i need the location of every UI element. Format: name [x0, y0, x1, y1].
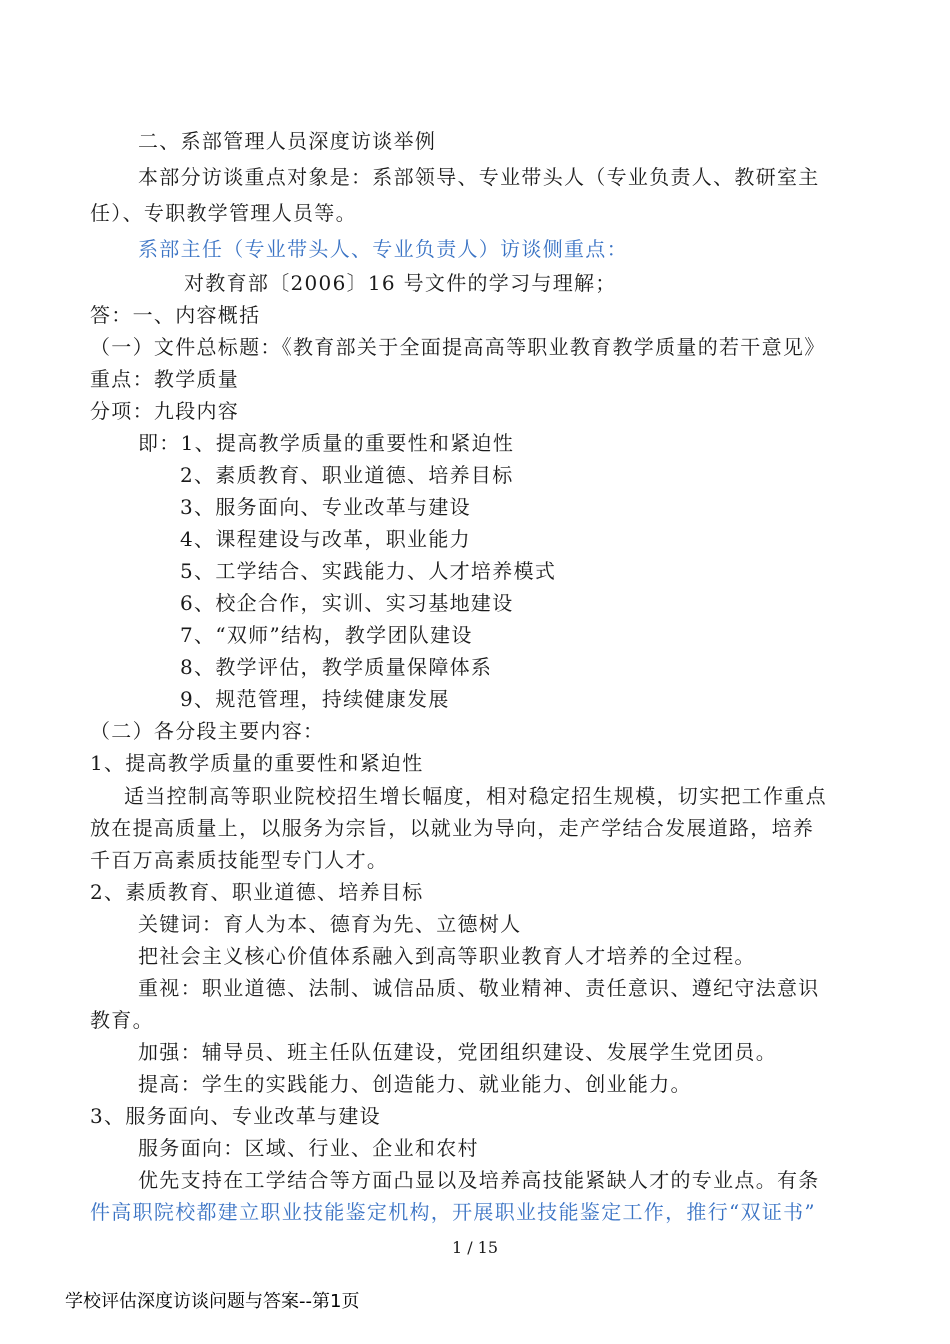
document-footer-title: 学校评估深度访谈问题与答案--第1页	[65, 1291, 360, 1312]
paragraph-line: 对教育部〔2006〕16 号文件的学习与理解；	[184, 271, 617, 295]
subsection-heading: 1、提高教学质量的重要性和紧迫性	[90, 751, 424, 775]
answer-heading: 答：一、内容概括	[90, 303, 261, 327]
paragraph-line: 把社会主义核心价值体系融入到高等职业教育人才培养的全过程。	[138, 944, 756, 968]
paragraph-line: 关键词：育人为本、德育为先、立德树人	[138, 912, 522, 936]
paragraph-line: 分项：九段内容	[90, 399, 240, 423]
list-item: 5、工学结合、实践能力、人才培养模式	[180, 559, 557, 583]
paragraph-line: 重视：职业道德、法制、诚信品质、敬业精神、责任意识、遵纪守法意识	[138, 976, 820, 1000]
paragraph-line: （二）各分段主要内容：	[90, 719, 325, 743]
paragraph-line: （一）文件总标题：《教育部关于全面提高高等职业教育教学质量的若干意见》	[90, 335, 826, 359]
highlighted-subheading: 系部主任（专业带头人、专业负责人）访谈侧重点：	[138, 237, 628, 261]
list-item: 4、课程建设与改革，职业能力	[180, 527, 471, 551]
subsection-heading: 3、服务面向、专业改革与建设	[90, 1104, 381, 1128]
paragraph-line: 适当控制高等职业院校招生增长幅度，相对稳定招生规模，切实把工作重点	[124, 784, 827, 808]
list-item: 2、素质教育、职业道德、培养目标	[180, 463, 514, 487]
paragraph-line: 任）、专职教学管理人员等。	[90, 201, 357, 225]
paragraph-line: 提高：学生的实践能力、创造能力、就业能力、创业能力。	[138, 1072, 692, 1096]
list-item: 7、“双师”结构，教学团队建设	[180, 623, 473, 647]
paragraph-line: 加强：辅导员、班主任队伍建设，党团组织建设、发展学生党团员。	[138, 1040, 777, 1064]
paragraph-line: 件高职院校都建立职业技能鉴定机构，开展职业技能鉴定工作，推行“双证书”	[90, 1200, 816, 1224]
paragraph-line: 优先支持在工学结合等方面凸显以及培养高技能紧缺人才的专业点。有条	[138, 1168, 820, 1192]
subsection-heading: 2、素质教育、职业道德、培养目标	[90, 880, 424, 904]
list-item: 9、规范管理，持续健康发展	[180, 687, 450, 711]
list-item: 6、校企合作，实训、实习基地建设	[180, 591, 514, 615]
list-item: 即：1、提高教学质量的重要性和紧迫性	[138, 431, 515, 455]
paragraph-line: 千百万高素质技能型专门人才。	[90, 848, 389, 872]
paragraph-line: 服务面向：区域、行业、企业和农村	[138, 1136, 479, 1160]
paragraph-line: 本部分访谈重点对象是：系部领导、专业带头人（专业负责人、教研室主	[138, 165, 820, 189]
paragraph-line: 重点：教学质量	[90, 367, 240, 391]
section-heading: 二、系部管理人员深度访谈举例	[138, 129, 437, 153]
paragraph-line: 放在提高质量上，以服务为宗旨，以就业为导向，走产学结合发展道路，培养	[90, 816, 815, 840]
page-number: 1 / 15	[451, 1238, 499, 1257]
list-item: 8、教学评估，教学质量保障体系	[180, 655, 493, 679]
list-item: 3、服务面向、专业改革与建设	[180, 495, 471, 519]
paragraph-line: 教育。	[90, 1008, 154, 1032]
